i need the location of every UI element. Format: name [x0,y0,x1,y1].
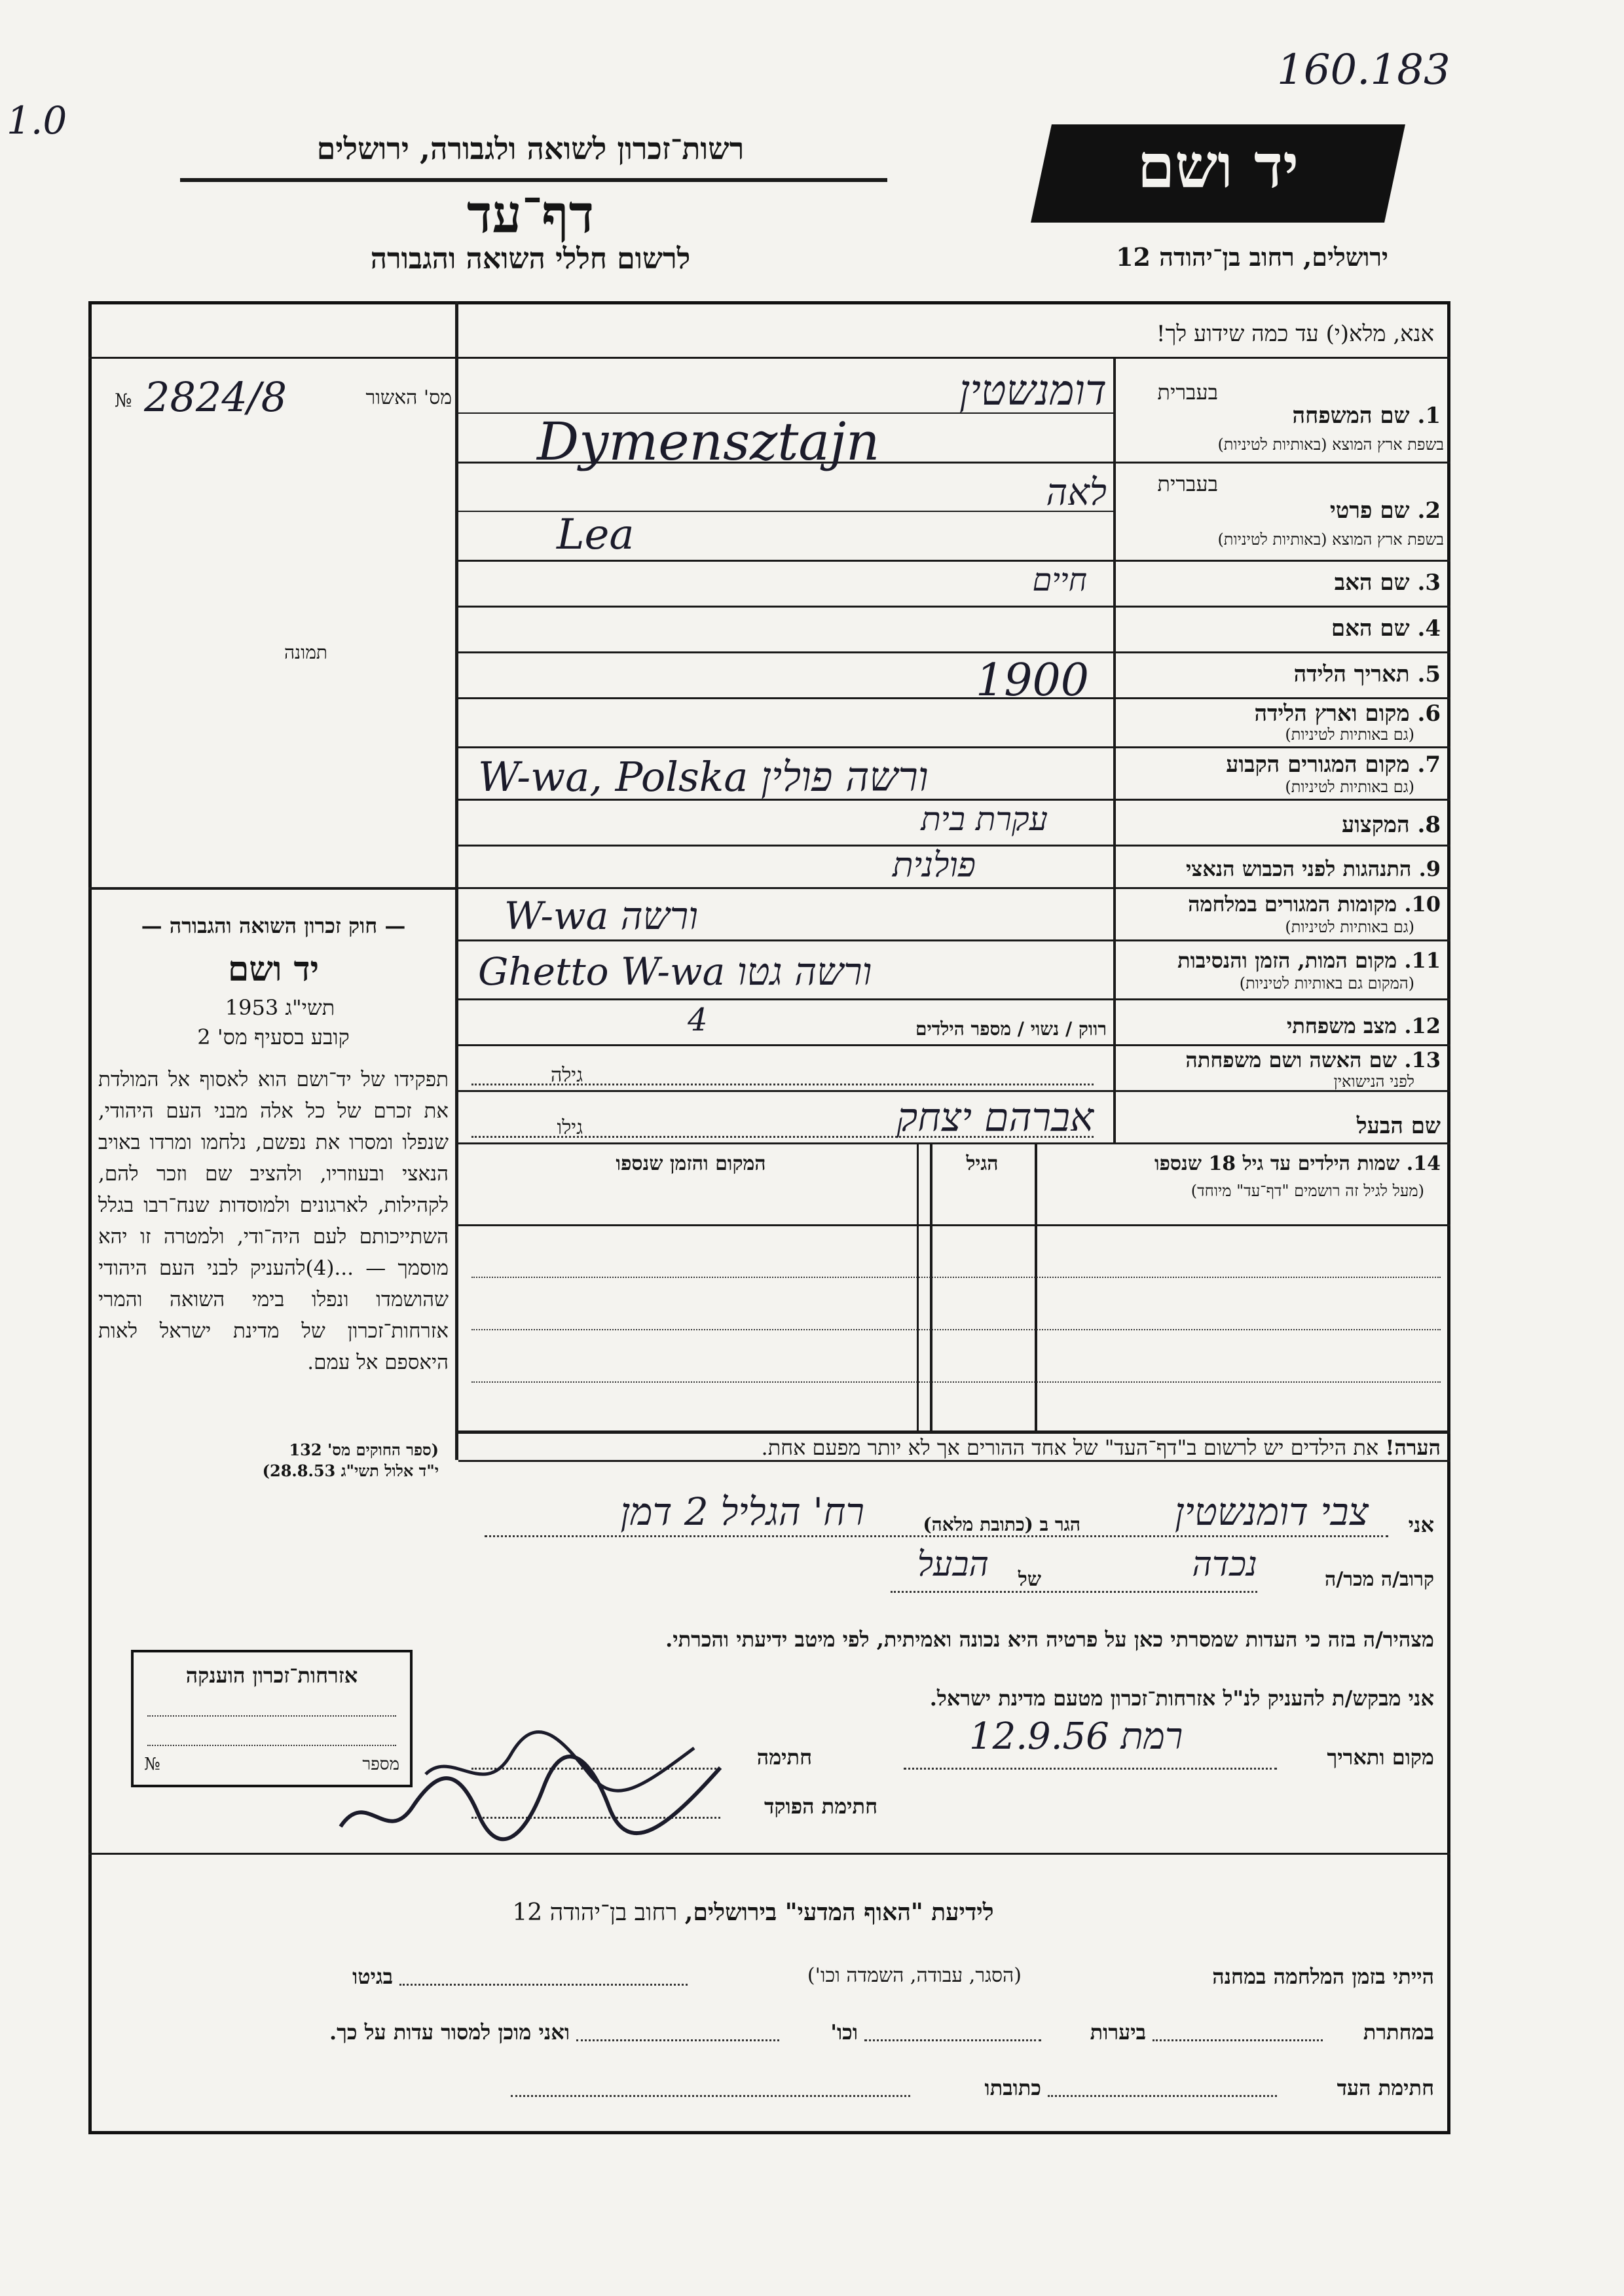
law-clause: קובע בסעיף מס' 2 [197,1025,350,1049]
field-7-text: מקום המגורים הקבוע [1226,752,1410,778]
field-5-num: 5. [1417,661,1441,687]
footer-line3-a: חתימת העד [1337,2075,1434,2100]
field-5-label [1120,661,1441,687]
field-2-text: שם פרטי [1329,498,1410,524]
footer-line2-d: ואני מוכן למסור עדות על כך. [329,2020,570,2045]
field-9-num: 9. [1418,856,1441,881]
field-5-text: תאריך הלידה [1293,661,1410,687]
field-1-sub: בשפת ארץ המוצא (באותיות לטיניות) [1217,435,1444,454]
corner-mark: 1.0 [7,98,67,143]
law-reference: (ספר החוקים מס' 132 [289,1440,439,1459]
field-13-label [1120,1048,1441,1072]
field-7-num: 7. [1417,752,1441,778]
field-12-num: 12. [1404,1013,1441,1038]
field-6-text: מקום וארץ הלידה [1254,701,1410,727]
relation-value: נכדה [1192,1545,1257,1584]
form-subtitle: לרשום חללי השואה והגבורה [370,242,691,276]
field-11-text: מקום המות, הזמן והנסיבות [1177,948,1397,973]
approval-prefix: № [115,390,132,411]
footer-line1-c: בגיטו [352,1964,393,1989]
declarant-address: רח' הגליל 2 דמן [620,1489,864,1534]
citizenship-title: אזרחות־זכרון הוענקה [185,1663,358,1688]
field-6-num: 6. [1417,701,1441,727]
children-num: 14. [1406,1152,1441,1175]
field-10-sub: (גם באותיות לטיניות) [1285,918,1414,936]
field-2-tag: בעברית [1157,471,1218,496]
law-text: תפקידו של יד־ושם הוא לאסוף אל המולדת את זכרם של כל אלה מבני העם היהודי, שנפלו ומסרו את נפשם, נלחמו ומרדו באויב הנאצי ובעוזריו, ולהציב שם וזכר להם, לקהילות, לארגונים ולמוסדות שנח־רבו בגלל השתייכותם לעם היה־ודי, ולמטרה זו יהא מוסמך — ...(4)להעניק לבני העם היהודי שהושמדו ונפלו בימי השואה והמרי אזרחות־זכרון של מדינת ישראל לאות היאספם אל עמם. [98,1068,449,1374]
children-header-text: שמות הילדים עד גיל 18 שנספו [1154,1152,1400,1175]
field-1-num: 1. [1417,403,1441,429]
field-6-label [1120,701,1441,727]
field-1-latin-value: Dymensztajn [537,411,880,472]
of-label: של [1018,1568,1041,1591]
field-2-label [1218,498,1441,524]
field-12-status: רווק / נשוי / מספר הילדים [915,1018,1107,1040]
field-4-text: שם האם [1331,615,1410,642]
photo-label: תמונה [284,642,327,663]
field-11-sub: (המקום גם באותיות לטיניות) [1239,974,1414,993]
field-7-label [1120,752,1441,778]
field-6-sub: (גם באותיות לטיניות) [1285,725,1414,744]
field-2-num: 2. [1417,498,1441,524]
signature-label: חתימה [756,1745,812,1770]
intro-text: אנא, מלא(י) עד כמה שידוע לך! [1156,321,1434,347]
footer-line2-a: במחתרת [1363,2020,1434,2045]
citizenship-number-label: מספר [362,1755,399,1774]
logo-text: יד ושם [1137,131,1299,202]
children-header-age: הגיל [966,1152,999,1175]
husband-age-label: גילו [557,1116,583,1139]
field-13-sub: לפני הנישואין [1333,1072,1414,1091]
field-9-label [1120,856,1441,881]
declarant-i-label: אני [1408,1512,1434,1537]
field-7-value: W-wa, Polska ורשה פולין [478,753,929,801]
field-1-hebrew-value: דומנשטין [959,367,1107,415]
field-1-tag: בעברית [1157,380,1218,405]
place-date-value: 12.9.56 רמת [969,1715,1183,1758]
official-signature-label: חתימת הפוקד [764,1794,877,1819]
field-8-label [1120,812,1441,838]
law-year-hebrew: תשי"ג [285,995,335,1020]
archive-number: 160.183 [1277,46,1450,94]
field-1-label [1218,403,1441,429]
wife-age-label: גילה [550,1064,583,1087]
footer-line2-c: וכו' [830,2020,858,2045]
field-9-text: התנהגות לפני הכבוש הנאצי [1186,856,1412,881]
footer-address: רחוב בן־יהודה 12 [512,1899,678,1926]
authority-title: רשות־זכרון לשואה ולגבורה, ירושלים [316,131,745,166]
form-title: דף־עד [466,183,595,245]
footer-line1-b: (הסגר, עבודה, השמדה וכו') [807,1964,1022,1987]
field-11-value: Ghetto W-wa ורשה גטו [478,949,872,994]
approval-number: 2824/8 [144,373,287,421]
law-year-number: 1953 [225,995,279,1020]
field-9-value: פולנית [892,846,976,885]
declaration-text: מצהיר/ה בזה כי העדות שמסרתי כאן על פרטיה היא נכונה ואמיתית, לפי מיטב ידיעתי והכרתי. [665,1627,1434,1652]
children-header-note: (מעל לגיל זה רושמים "דף־עד" מיוחד) [1190,1182,1424,1200]
note-text: את הילדים יש לרשום ב"דף־העד" של אחד ההורים אך לא יותר מפעם אחת. [761,1435,1379,1460]
field-5-value: 1900 [976,655,1090,706]
law-year [98,995,449,1020]
field-8-value: עקרת בית [921,800,1048,838]
law-title: — חוק זכרון השואה והגבורה — [141,913,406,938]
field-10-value: W-wa ורשה [504,894,699,938]
field-11-num: 11. [1404,948,1441,973]
place-date-label: מקום ותאריך [1327,1745,1434,1770]
law-name: יד ושם [227,949,320,989]
field-2-hebrew-value: לאה [1046,471,1107,514]
children-header-place: המקום והזמן שנספו [616,1152,766,1175]
law-reference-date: י"ד אלול תשי"ג 28.8.53) [262,1461,439,1480]
note-bar [471,1435,1441,1460]
field-10-label [1120,892,1441,917]
field-10-text: מקומות המגורים במלחמה [1188,892,1397,917]
field-12-label [1120,1013,1441,1038]
field-3-value: חיים [1032,562,1087,598]
field-8-text: המקצוע [1341,812,1410,838]
field-3-num: 3. [1417,570,1441,596]
field-12-text: מצב משפחתי [1287,1013,1397,1038]
children-count: 4 [688,1002,708,1038]
field-3-label [1120,570,1441,596]
field-8-num: 8. [1417,812,1441,838]
request-text: אני מבקש/ת להעניק לנ"ל אזרחות־זכרון מטעם מדינת ישראל. [929,1686,1434,1711]
lives-label: הגר ב (כתובת מלאה) [923,1514,1080,1535]
footer-line3-b: כתובתו [984,2075,1041,2100]
field-1-text: שם המשפחה [1292,403,1410,429]
field-3-text: שם האב [1334,570,1410,596]
footer-title: לידיעת "האוף המדעי" בירושלים, [684,1899,994,1926]
field-7-sub: (גם באותיות לטיניות) [1285,778,1414,796]
field-13-text: שם האשה ושם משפחתה [1185,1048,1397,1072]
husband-value: אברהם יצחק [896,1095,1094,1140]
field-2-latin-value: Lea [557,511,635,559]
husband-label: שם הבעל [1356,1113,1441,1139]
field-13-num: 13. [1404,1048,1441,1072]
citizenship-number-prefix: № [144,1755,160,1774]
relative-label: קרוב/ה מכר/ה [1325,1568,1434,1591]
field-4-label [1120,615,1441,642]
field-11-label [1120,948,1441,973]
approval-label: מס' האשור [365,386,452,409]
children-header-name [1044,1152,1441,1175]
field-2-sub: בשפת ארץ המוצא (באותיות לטיניות) [1217,530,1444,549]
address: ירושלים, רחוב בן־יהודה 12 [1116,242,1388,272]
footer-line2-b: ביערות [1090,2020,1146,2045]
footer-heading [327,1899,1179,1926]
field-10-num: 10. [1404,892,1441,917]
footer-line1-a: הייתי בזמן המלחמה במחנה [1212,1964,1434,1989]
declarant-name: צבי דומנשטין [1174,1489,1369,1534]
note-label: הערה! [1385,1435,1441,1460]
of-value: הבעל [917,1545,989,1584]
field-4-num: 4. [1417,615,1441,642]
